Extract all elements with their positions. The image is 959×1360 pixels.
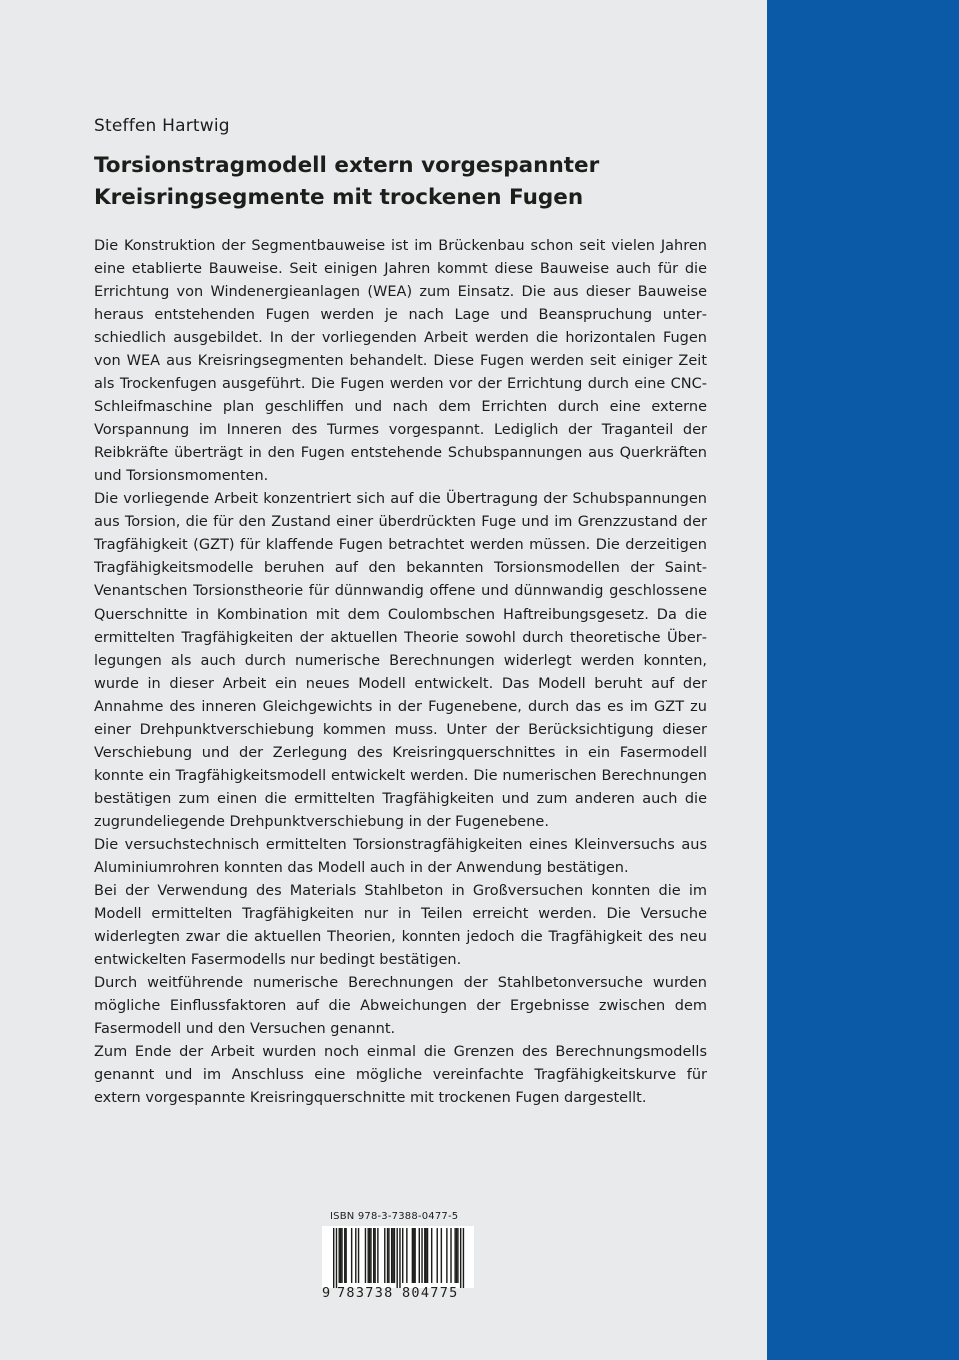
barcode-bar xyxy=(457,1228,458,1283)
barcode-bar xyxy=(450,1228,451,1283)
blurb-paragraph: Zum Ende der Arbeit wurden noch einmal die Grenzen des Berechnungsmodells genannt und im Anschluss eine mögliche vereinfachte Tragfähigkeitskurve für extern vorgespannte Kreisringquerschnitte mit trockenen Fugen dargestellt. xyxy=(94,1044,707,1107)
barcode-bar xyxy=(340,1228,341,1283)
author-name: Steffen Hartwig xyxy=(94,116,230,136)
barcode-lead-digit: 9 xyxy=(322,1285,331,1301)
barcode-bar xyxy=(341,1228,342,1283)
barcode-bar xyxy=(392,1228,393,1283)
title-line: Torsionstragmodell extern vorgespannter xyxy=(94,153,600,178)
blurb-paragraph: Bei der Verwendung des Materials Stahlbeton in Großversuchen konnten die im Modell ermittelten Tragfähigkeiten nur in Teilen erreicht werden. Die Versuche widerlegten zwar die aktuellen Theorien, konnten jedoch die Tragfähigkeit des neu entwickelten Fasermodells nur bedingt bestätigen. xyxy=(94,882,707,968)
barcode-bar xyxy=(454,1228,455,1283)
barcode-bar xyxy=(463,1228,464,1288)
barcode-bar xyxy=(344,1228,345,1283)
barcode-bar xyxy=(402,1228,403,1283)
barcode-bar xyxy=(365,1228,366,1283)
barcode-bar xyxy=(333,1228,334,1288)
barcode-bar xyxy=(456,1228,457,1283)
barcode-bar xyxy=(374,1228,375,1283)
barcode-bar xyxy=(387,1228,388,1283)
barcode-bar xyxy=(369,1228,370,1283)
barcode-bar xyxy=(373,1228,374,1283)
barcode-bar xyxy=(437,1228,438,1283)
barcode-bar xyxy=(384,1228,385,1283)
barcode-bar xyxy=(412,1228,413,1283)
barcode-bar xyxy=(431,1228,432,1283)
blurb-paragraph: Die versuchstechnisch ermittelten Torsionstragfähigkeiten eines Kleinversuchs aus Aluminiumrohren konnten das Modell auch in der Anwendung bestätigen. xyxy=(94,836,707,876)
barcode-bar xyxy=(345,1228,346,1283)
barcode-bar xyxy=(358,1228,359,1283)
barcode-bar xyxy=(391,1228,392,1283)
barcode-bar xyxy=(414,1228,415,1283)
isbn-label: ISBN 978-3-7388-0477-5 xyxy=(330,1211,459,1222)
barcode-left-digits: 783738 xyxy=(337,1285,394,1301)
barcode-bar xyxy=(413,1228,414,1283)
barcode-right-digits: 804775 xyxy=(402,1285,459,1301)
barcode-bar xyxy=(370,1228,371,1283)
barcode-bar xyxy=(336,1228,337,1288)
barcode-bar xyxy=(427,1228,428,1283)
barcode-bar xyxy=(399,1228,400,1288)
barcode-bar xyxy=(460,1228,461,1288)
barcode-bar xyxy=(396,1228,397,1288)
barcode-bar xyxy=(446,1228,447,1283)
barcode-bar xyxy=(388,1228,389,1283)
barcode-bar xyxy=(441,1228,442,1283)
barcode-bar xyxy=(355,1228,356,1283)
book-title xyxy=(94,150,734,214)
blurb-paragraph: Die Konstruktion der Segmentbauweise ist im Brückenbau schon seit vielen Jahren eine etablierte Bauweise. Seit einigen Jahren kommt diese Bauweise auch für die Errichtung von Windenergieanlagen (WEA) zum Einsatz. Die aus dieser Bauweise heraus entstehenden Fugen werden je nach Lage und Beanspruchung unterschiedlich ausgebildet. In der vorliegenden Arbeit werden die horizontalen Fugen von WEA aus Kreisringsegmenten behandelt. Diese Fugen werden seit einiger Zeit als Trockenfugen ausgeführt. Die Fugen werden vor der Errichtung durch eine CNC-Schleifmaschine plan geschliffen und nach dem Errichten durch eine externe Vorspannung im Inneren des Turmes vorgespannt. Lediglich der Traganteil der Reibkräfte überträgt in den Fugen entstehende Schubspannungen aus Querkräften und Torsionsmomenten. xyxy=(94,238,707,485)
blurb-paragraph: Durch weitführende numerische Berechnungen der Stahlbetonversuche wurden mögliche Einflussfaktoren auf die Abweichungen der Ergebnisse zwischen dem Fasermodell und den Versuchen genannt. xyxy=(94,975,707,1038)
barcode-bar xyxy=(368,1228,369,1283)
blue-side-stripe xyxy=(767,0,959,1360)
isbn-barcode xyxy=(322,1226,474,1288)
barcode-bar xyxy=(394,1228,395,1283)
barcode-bar xyxy=(406,1228,407,1283)
barcode-bar xyxy=(424,1228,425,1283)
title-line: Kreisringsegmente mit trockenen Fugen xyxy=(94,185,584,210)
barcode-bar xyxy=(339,1228,340,1283)
barcode-bar xyxy=(419,1228,420,1283)
barcode-bar xyxy=(425,1228,426,1283)
barcode-bar xyxy=(421,1228,422,1283)
blurb-text xyxy=(94,235,707,1110)
barcode-bar xyxy=(351,1228,352,1283)
blurb-paragraph: Die vorliegende Arbeit konzentriert sich auf die Übertragung der Schubspannungen aus Torsion, die für den Zustand einer überdrückten Fuge und im Grenzzustand der Tragfähigkeit (GZT) für klaffende Fugen betrachtet werden müssen. Die derzeitigen Tragfähigkeitsmodelle beruhen auf den bekannten Torsionsmodellen der Saint-Venantschen Torsionstheorie für dünnwandig offene und dünnwandig geschlossene Querschnitte in Kombination mit dem Coulombschen Haftreibungsgesetz. Da die ermittelten Tragfähigkeiten der aktuellen Theorie sowohl durch theoretische Überlegungen als auch durch numerische Berechnungen widerlegt werden konnten, wurde in dieser Arbeit ein neues Modell entwickelt. Das Modell beruht auf der Annahme des inneren Gleichgewichts in der Fugenebene, durch das es im GZT zu einer Drehpunktverschiebung kommen muss. Unter der Berücksichtigung dieser Verschiebung und der Zerlegung des Kreisringquerschnittes in ein Fasermodell konnte ein Tragfähigkeitsmodell entwickelt werden. Die numerischen Berechnungen bestätigen zum einen die ermittelten Tragfähigkeiten und zum anderen auch die zugrundeliegende Drehpunktverschiebung in der Fugenebene. xyxy=(94,491,707,830)
barcode-bar xyxy=(377,1228,378,1283)
